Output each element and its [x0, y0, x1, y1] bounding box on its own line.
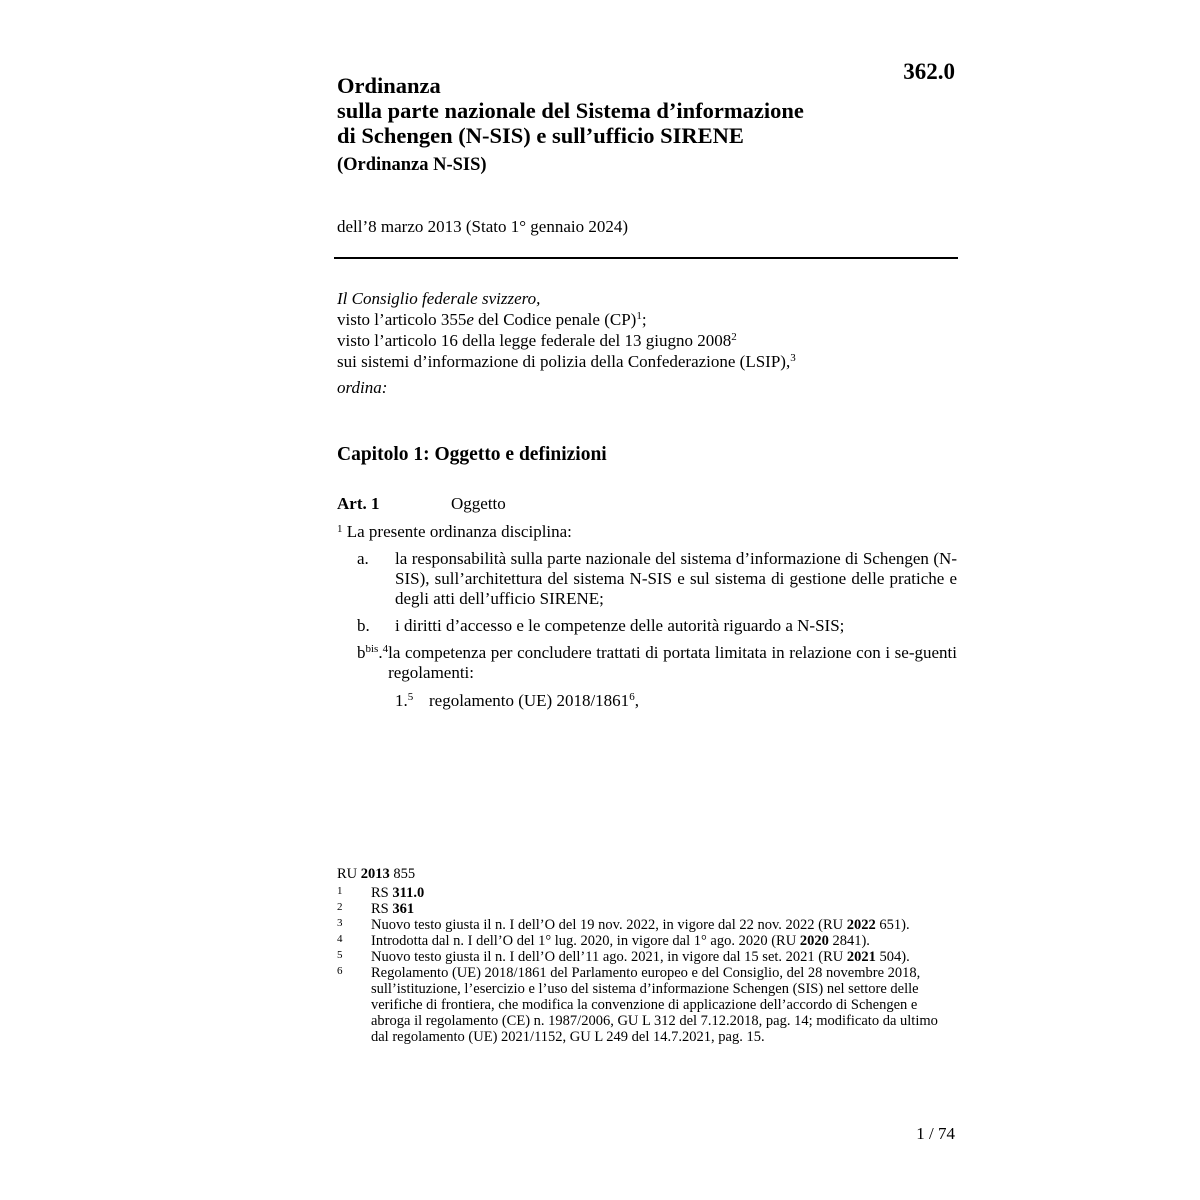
list-item-label: a.: [357, 549, 369, 568]
footnote-number: 4: [337, 933, 343, 945]
article-number: Art. 1: [337, 494, 380, 513]
article-title: Oggetto: [451, 494, 506, 513]
article-heading: [337, 493, 957, 515]
date-line: dell’8 marzo 2013 (Stato 1° gennaio 2024): [337, 217, 629, 236]
list-item-bis: [357, 643, 957, 683]
footnote: [337, 917, 957, 933]
sub-list-label: 1.$^5$: [395, 691, 414, 710]
preamble-authority: Il Consiglio federale svizzero,: [337, 289, 541, 308]
article-list: [357, 549, 957, 690]
footnote-ref[interactable]: 1: [636, 310, 642, 322]
footnotes: [337, 885, 957, 1045]
footnote-number: 2: [337, 901, 343, 913]
footnote: [337, 965, 957, 1045]
footnote-number: 3: [337, 917, 343, 929]
footnote-text: RS 311.0: [371, 885, 425, 901]
list-item-label: $b^{bis}.^4$: [357, 643, 389, 662]
preamble-ordina: ordina:: [337, 378, 388, 397]
paragraph-number: 1: [337, 523, 343, 535]
chapter-heading: Capitolo 1: Oggetto e definizioni: [337, 444, 607, 465]
preamble-line: visto l’articolo 16 della legge federale del 13 giugno 2008$^2$: [337, 331, 737, 350]
document-title: [337, 73, 897, 148]
list-item: [357, 549, 957, 609]
title-line: sulla parte nazionale del Sistema d’informazione: [337, 98, 804, 123]
title-line: di Schengen (N-SIS) e sull’ufficio SIRENE: [337, 123, 744, 148]
footnote-ref[interactable]: 4: [382, 643, 389, 655]
list-item: [357, 616, 957, 636]
preamble: [337, 288, 957, 398]
ru-reference: RU 2013 855: [337, 866, 416, 882]
preamble-line: sui sistemi d’informazione di polizia della Confederazione (LSIP),$^3$: [337, 352, 796, 371]
footnote-ref[interactable]: 2: [731, 331, 737, 343]
list-item-label: b.: [357, 616, 370, 635]
footnote-text: Regolamento (UE) 2018/1861 del Parlamento europeo e del Consiglio, del 28 novembre 2018, sull’istituzione, l’esercizio e l’uso del sistema d’informazione Schengen (SIS) nel settore delle verifiche di frontiera, che modifica la convenzione di applicazione dell’accordo di Schengen e abroga il regolamento (CE) n. 1987/2006, GU L 312 del 7.12.2018, pag. 14; modificato da ultimo dal regolamento (UE) 2021/1152, GU L 249 del 14.7.2021, pag. 15.: [371, 965, 938, 1045]
sub-list-item: 1.$^5$ regolamento (UE) 2018/1861$^6$,: [395, 691, 639, 710]
footnote-number: 5: [337, 949, 343, 961]
footnote: [337, 949, 957, 965]
footnote-text: Introdotta dal n. I dell’O del 1° lug. 2020, in vigore dal 1° ago. 2020 (RU 2020 2841).: [371, 933, 870, 949]
header-divider: [334, 257, 958, 259]
footnote: [337, 901, 957, 917]
footnote-ref[interactable]: 6: [629, 691, 635, 703]
footnote-text: RS 361: [371, 901, 415, 917]
footnote-ref[interactable]: 5: [407, 691, 414, 703]
article-paragraph: $^1$ La presente ordinanza disciplina:: [337, 522, 572, 541]
footnote-text: Nuovo testo giusta il n. I dell’O del 19 nov. 2022, in vigore dal 22 nov. 2022 (RU 2022 651).: [371, 917, 910, 933]
short-title: (Ordinanza N-SIS): [337, 155, 487, 175]
title-line: Ordinanza: [337, 73, 441, 98]
footnote: [337, 885, 957, 901]
footnote-ref[interactable]: 3: [790, 352, 796, 364]
page-number: 1 / 74: [916, 1124, 955, 1143]
list-item-text: la competenza per concludere trattati di portata limitata in relazione con i se-guenti regolamenti:: [388, 643, 957, 682]
list-item-text: la responsabilità sulla parte nazionale del sistema d’informazione di Schengen (N-SIS), sull’architettura del sistema N-SIS e sul sistema di gestione delle pratiche e degli atti dell’ufficio SIRENE;: [395, 549, 957, 608]
list-item-text: i diritti d’accesso e le competenze delle autorità riguardo a N-SIS;: [395, 616, 845, 635]
footnote: [337, 933, 957, 949]
footnote-number: 6: [337, 965, 343, 977]
footnote-text: Nuovo testo giusta il n. I dell’O dell’11 ago. 2021, in vigore dal 15 set. 2021 (RU 2021 504).: [371, 949, 910, 965]
footnote-number: 1: [337, 885, 343, 897]
sr-number: 362.0: [903, 59, 955, 84]
preamble-line: visto l’articolo 355e del Codice penale (CP)$^1$;: [337, 310, 647, 329]
